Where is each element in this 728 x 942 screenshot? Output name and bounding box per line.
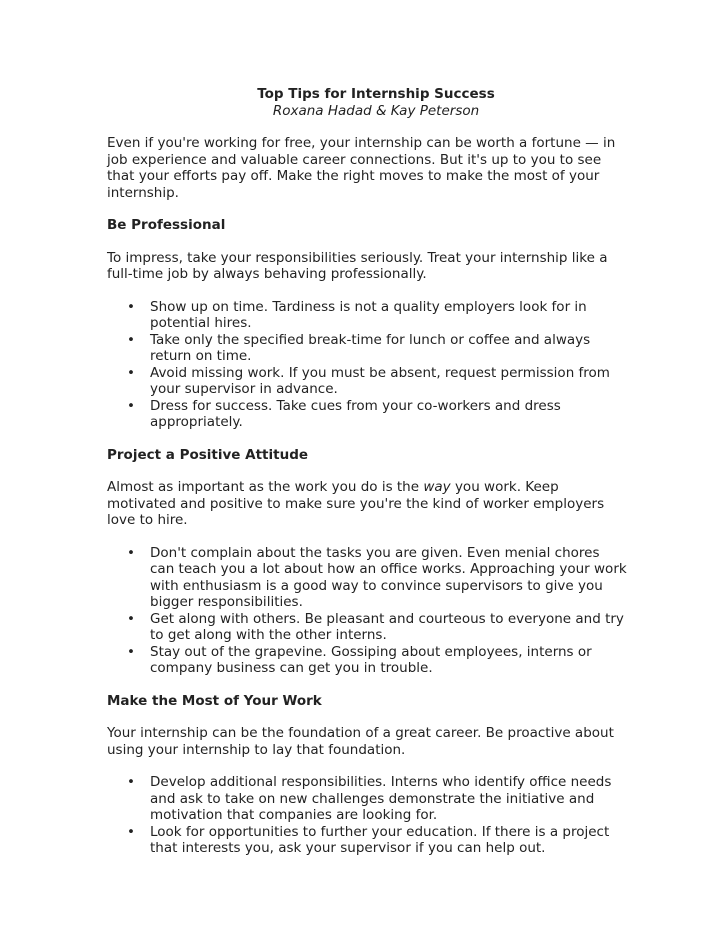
paragraph-emphasis: way bbox=[423, 479, 451, 495]
list-item-text: Take only the specified break-time for lunch or coffee and always return on time. bbox=[150, 331, 591, 364]
section-heading-positive-attitude: Project a Positive Attitude bbox=[107, 446, 309, 463]
list-item-text: Look for opportunities to further your education. If there is a project that interests you, ask your supervisor if you can help out. bbox=[150, 823, 610, 856]
list-item-text: Show up on time. Tardiness is not a quality employers look for in potential hires. bbox=[150, 298, 587, 331]
bullet-list bbox=[107, 774, 627, 857]
bullet-icon: • bbox=[127, 331, 135, 348]
bullet-icon: • bbox=[127, 364, 135, 381]
list-item bbox=[127, 397, 627, 431]
list-item-text: Dress for success. Take cues from your co-workers and dress appropriately. bbox=[150, 397, 561, 430]
section-heading-make-the-most: Make the Most of Your Work bbox=[107, 692, 322, 709]
list-item bbox=[127, 774, 627, 824]
bullet-list bbox=[107, 545, 627, 677]
list-item bbox=[127, 364, 627, 398]
bullet-icon: • bbox=[127, 774, 135, 790]
section-heading-be-professional: Be Professional bbox=[107, 217, 226, 233]
list-item-text: Get along with others. Be pleasant and courteous to everyone and try to get along with the other interns. bbox=[150, 610, 624, 643]
list-item-text: Don't complain about the tasks you are given. Even menial chores can teach you a lot about how an office works. Approaching your work with enthusiasm is a good way to convince supervisors to give you bigger responsibilities. bbox=[150, 544, 627, 610]
list-item bbox=[127, 823, 627, 857]
document-page bbox=[107, 86, 627, 873]
bullet-icon: • bbox=[127, 397, 135, 414]
list-item bbox=[127, 298, 627, 332]
paragraph-text: To impress, take your responsibilities seriously. Treat your internship like a full-time job by always behaving professionally. bbox=[107, 249, 608, 282]
paragraph-text: Your internship can be the foundation of a great career. Be proactive about using your internship to lay that foundation. bbox=[107, 725, 614, 758]
list-item bbox=[127, 544, 627, 611]
list-item bbox=[127, 610, 627, 644]
bullet-icon: • bbox=[127, 610, 135, 627]
section-paragraph bbox=[107, 250, 627, 283]
paragraph-text: Almost as important as the work you do is the bbox=[107, 479, 424, 495]
list-item-text: Develop additional responsibilities. Interns who identify office needs and ask to take on new challenges demonstrate the initiative and motivation that companies are looking for. bbox=[150, 774, 612, 823]
list-item-text: Avoid missing work. If you must be absent, request permission from your supervisor in advance. bbox=[150, 364, 610, 397]
bullet-list bbox=[107, 299, 627, 431]
document-title: Top Tips for Internship Success bbox=[257, 86, 495, 102]
intro-paragraph: Even if you're working for free, your internship can be worth a fortune — in job experience and valuable career connections. But it's up to you to see that your efforts pay off. Make the right moves to make the most of your internship. bbox=[107, 135, 616, 201]
bullet-icon: • bbox=[127, 544, 135, 561]
section-paragraph bbox=[107, 725, 627, 758]
list-item-text: Stay out of the grapevine. Gossiping about employees, interns or company business can get you in trouble. bbox=[150, 643, 592, 676]
bullet-icon: • bbox=[127, 823, 135, 840]
bullet-icon: • bbox=[127, 298, 135, 315]
bullet-icon: • bbox=[127, 643, 135, 660]
document-author: Roxana Hadad & Kay Peterson bbox=[272, 102, 480, 119]
section-paragraph bbox=[107, 479, 627, 529]
paragraph-text: you work. Keep motivated and positive to make sure you're the kind of worker employers love to hire. bbox=[107, 479, 605, 528]
list-item bbox=[127, 331, 627, 365]
list-item bbox=[127, 643, 627, 677]
